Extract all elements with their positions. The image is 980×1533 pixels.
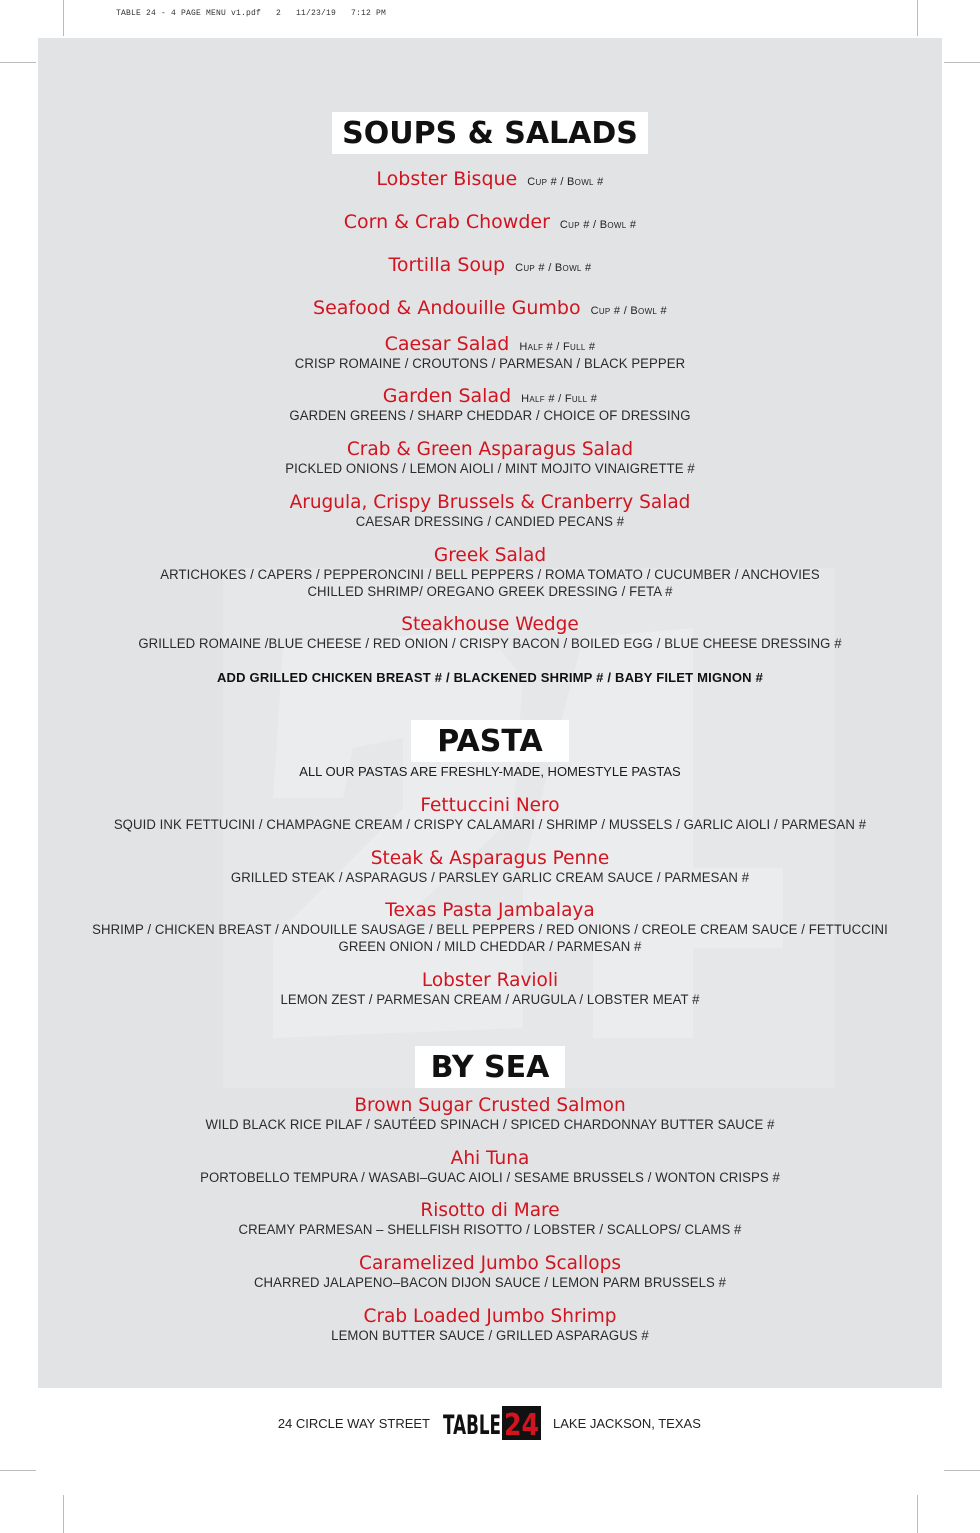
item-price: Half # / Full # — [521, 393, 598, 405]
item-description: PICKLED ONIONS / LEMON AIOLI / MINT MOJITO VINAIGRETTE # — [285, 461, 695, 476]
crop-mark — [0, 1470, 36, 1471]
menu-item — [38, 333, 942, 372]
item-name: Caramelized Jumbo Scallops — [359, 1252, 621, 1274]
item-price: Half # / Full # — [519, 341, 596, 353]
item-name: Garden Salad — [382, 385, 512, 407]
crop-mark — [63, 1495, 64, 1533]
menu-item — [38, 168, 942, 190]
item-description: GRILLED STEAK / ASPARAGUS / PARSLEY GARLIC CREAM SAUCE / PARMESAN # — [230, 870, 750, 885]
item-description: CAESAR DRESSING / CANDIED PECANS # — [355, 514, 625, 529]
item-description: CREAMY PARMESAN – SHELLFISH RISOTTO / LOBSTER / SCALLOPS/ CLAMS # — [238, 1222, 742, 1237]
section-title-pasta: PASTA — [38, 720, 942, 762]
crop-mark — [944, 62, 980, 63]
menu-item — [38, 1147, 942, 1186]
item-description: LEMON ZEST / PARMESAN CREAM / ARUGULA / LOBSTER MEAT # — [280, 992, 700, 1007]
item-description: CHARRED JALAPENO–BACON DIJON SAUCE / LEMON PARM BRUSSELS # — [253, 1275, 727, 1290]
menu-item — [38, 613, 942, 652]
print-slug: TABLE 24 - 4 PAGE MENU v1.pdf 2 11/23/19 7:12 PM — [116, 9, 387, 18]
item-name: Texas Pasta Jambalaya — [385, 899, 595, 921]
menu-item — [38, 491, 942, 530]
crop-mark — [0, 62, 36, 63]
item-description: PORTOBELLO TEMPURA / WASABI–GUAC AIOLI / SESAME BRUSSELS / WONTON CRISPS # — [200, 1170, 780, 1185]
crop-mark — [917, 1495, 918, 1533]
item-description: LEMON BUTTER SAUCE / GRILLED ASPARAGUS # — [331, 1328, 649, 1343]
pasta-subtitle: ALL OUR PASTAS ARE FRESHLY-MADE, HOMESTYLE PASTAS — [299, 764, 681, 779]
item-description: WILD BLACK RICE PILAF / SAUTÉED SPINACH / SPICED CHARDONNAY BUTTER SAUCE # — [205, 1117, 775, 1132]
item-name: Greek Salad — [433, 544, 547, 566]
menu-content — [38, 38, 942, 1388]
item-name: Steakhouse Wedge — [401, 613, 579, 635]
menu-item — [38, 847, 942, 886]
item-name: Seafood & Andouille Gumbo — [313, 297, 581, 319]
menu-item — [38, 544, 942, 600]
item-name: Brown Sugar Crusted Salmon — [354, 1094, 626, 1116]
menu-item — [38, 211, 942, 233]
menu-item — [38, 1094, 942, 1133]
menu-item — [38, 254, 942, 276]
menu-item — [38, 1199, 942, 1238]
item-price: Cup # / Bowl # — [515, 262, 592, 274]
item-description: SHRIMP / CHICKEN BREAST / ANDOUILLE SAUSAGE / BELL PEPPERS / RED ONIONS / CREOLE CREAM SAUCE / FETTUCCINI — [92, 922, 888, 937]
footer — [0, 1404, 980, 1444]
item-description: GRILLED ROMAINE /BLUE CHEESE / RED ONION / CRISPY BACON / BOILED EGG / BLUE CHEESE DRESSING # — [138, 636, 842, 651]
menu-item — [38, 899, 942, 955]
item-price: Cup # / Bowl # — [590, 305, 667, 317]
addons-note: ADD GRILLED CHICKEN BREAST # / BLACKENED SHRIMP # / BABY FILET MIGNON # — [216, 670, 764, 685]
item-price: Cup # / Bowl # — [559, 219, 637, 231]
footer-address: 24 CIRCLE WAY STREET — [277, 1416, 430, 1431]
menu-item — [38, 297, 942, 319]
section-title-sea: BY SEA — [38, 1046, 942, 1088]
item-description: GARDEN GREENS / SHARP CHEDDAR / CHOICE OF DRESSING — [289, 408, 691, 423]
crop-mark — [944, 1470, 980, 1471]
item-name: Caesar Salad — [384, 333, 510, 355]
footer-location: LAKE JACKSON, TEXAS — [553, 1416, 701, 1431]
menu-item — [38, 969, 942, 1008]
item-name: Crab Loaded Jumbo Shrimp — [363, 1305, 617, 1327]
logo-number: 24 — [504, 1408, 539, 1440]
item-name: Corn & Crab Chowder — [343, 211, 550, 233]
item-description-line-2: CHILLED SHRIMP/ OREGANO GREEK DRESSING / FETA # — [307, 584, 673, 599]
item-description: ARTICHOKES / CAPERS / PEPPERONCINI / BELL PEPPERS / ROMA TOMATO / CUCUMBER / ANCHOVIES — [160, 567, 820, 582]
menu-panel — [38, 38, 942, 1388]
item-name: Risotto di Mare — [420, 1199, 560, 1221]
item-name: Lobster Bisque — [376, 168, 518, 190]
item-description-line-2: GREEN ONION / MILD CHEDDAR / PARMESAN # — [338, 939, 642, 954]
section-title-soups: SOUPS & SALADS — [38, 112, 942, 154]
item-name: Steak & Asparagus Penne — [370, 847, 610, 869]
menu-item — [38, 1305, 942, 1344]
menu-item — [38, 438, 942, 477]
item-name: Crab & Green Asparagus Salad — [346, 438, 634, 460]
table24-logo — [443, 1404, 541, 1440]
crop-mark — [917, 0, 918, 36]
item-price: Cup # / Bowl # — [527, 176, 604, 188]
crop-mark — [63, 0, 64, 36]
logo-word: TABLE — [443, 1410, 501, 1440]
item-description: SQUID INK FETTUCINI / CHAMPAGNE CREAM / CRISPY CALAMARI / SHRIMP / MUSSELS / GARLIC AIOLI / PARMESAN # — [113, 817, 867, 832]
menu-item — [38, 385, 942, 424]
item-name: Fettuccini Nero — [420, 794, 560, 816]
menu-item — [38, 1252, 942, 1291]
item-name: Ahi Tuna — [450, 1147, 530, 1169]
item-name: Tortilla Soup — [388, 254, 506, 276]
item-name: Lobster Ravioli — [421, 969, 559, 991]
item-description: CRISP ROMAINE / CROUTONS / PARMESAN / BLACK PEPPER — [294, 356, 686, 371]
menu-item — [38, 794, 942, 833]
item-name: Arugula, Crispy Brussels & Cranberry Salad — [289, 491, 691, 513]
